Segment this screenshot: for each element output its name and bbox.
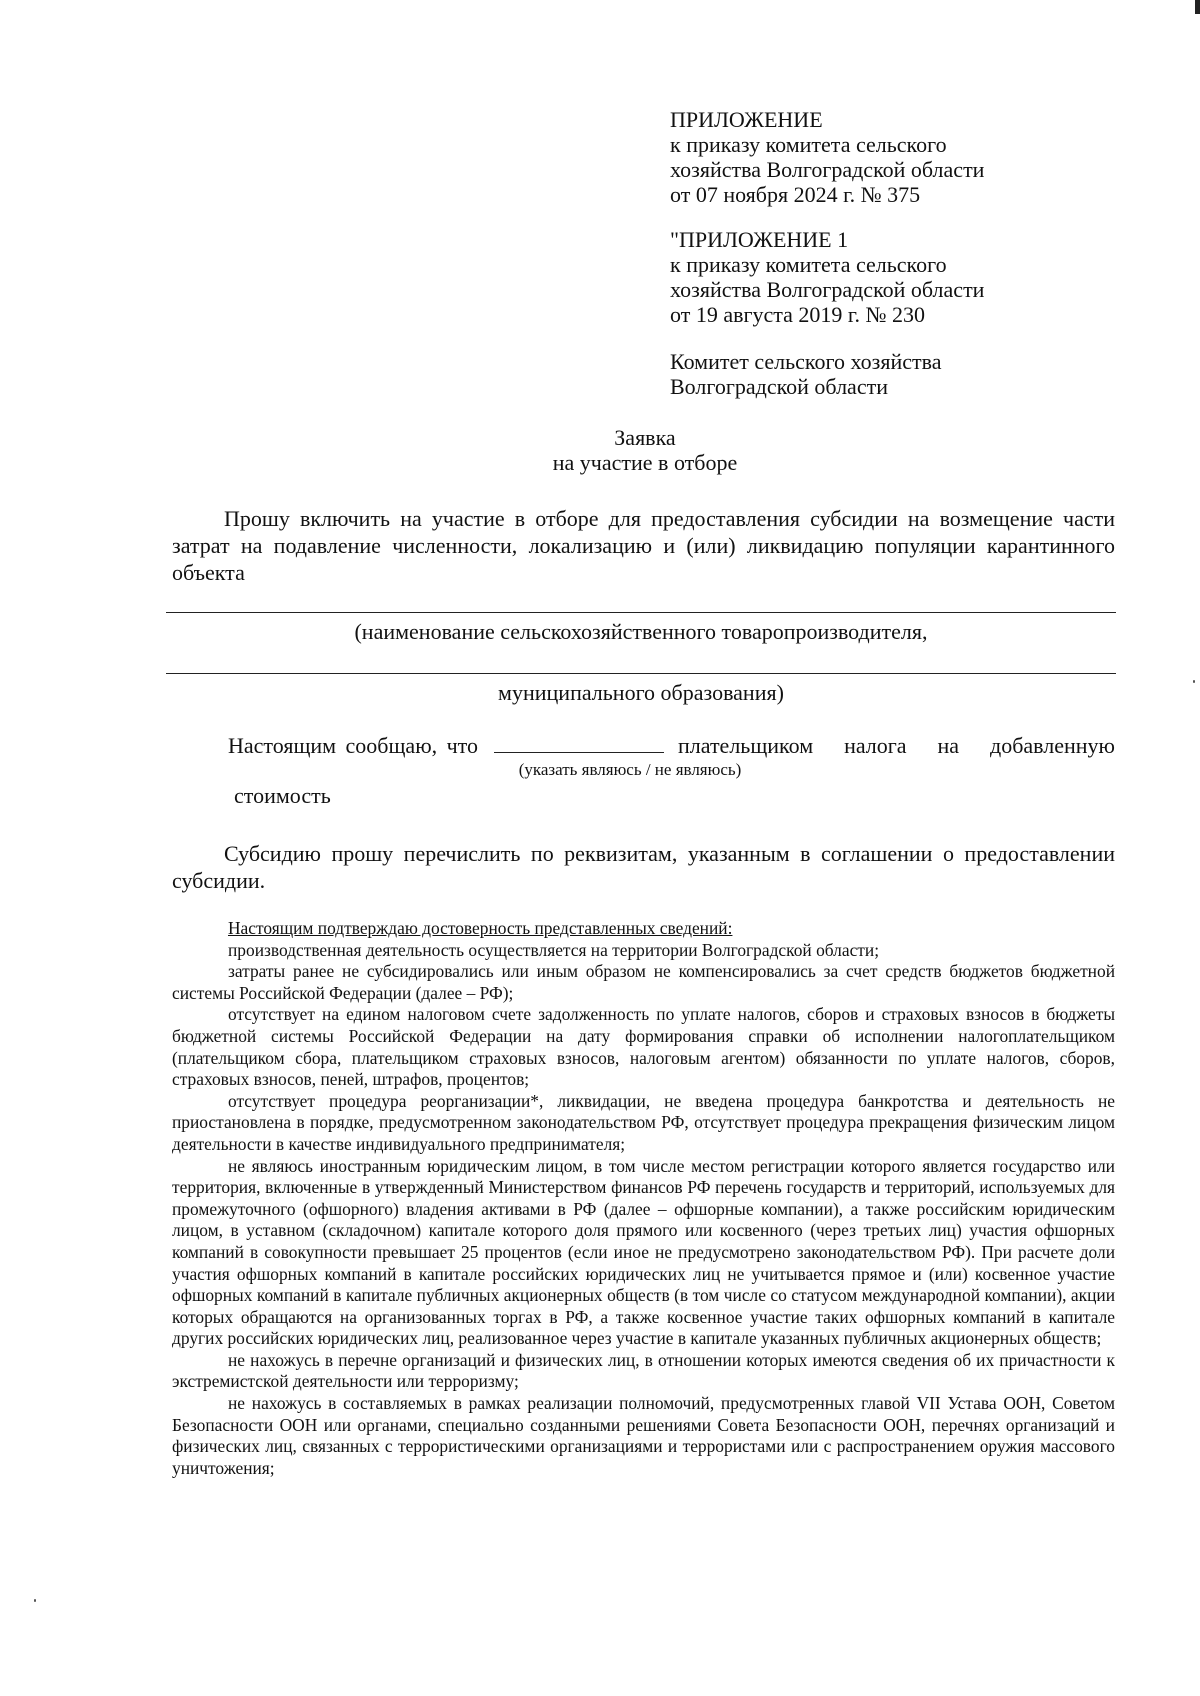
document-subtitle: на участие в отборе: [552, 450, 738, 475]
addressee-line: Комитет сельского хозяйства: [670, 349, 942, 374]
confirmation-item: не являюсь иностранным юридическим лицом, в том числе местом регистрации которого является государство или территория, включенные в утвержденный Министерством финансов РФ перечень государств и территорий, используемых для промежуточного (офшорного) владения активами в РФ (далее – офшорные компании), а также российским юридическим лицом, в уставном (складочном) капитале которого доля прямого или косвенного (через третьих лиц) участия офшорных компаний в совокупности превышает 25 процентов (если иное не предусмотрено законодательством РФ). При расчете доли участия офшорных компаний в капитале российских юридических лиц не учитывается прямое и (или) косвенное участие офшорных компаний в капитале публичных акционерных обществ (в том числе со статусом международной компании), акции которых обращаются на организованных торгах в РФ, а также косвенное участие таких офшорных компаний в капитале других российских юридических лиц, реализованное через участие в капитале указанных публичных акционерных обществ;: [172, 1155, 1115, 1349]
tax-suffix: плательщиком налога на добавленную: [678, 733, 1115, 758]
appendix1-line: хозяйства Волгоградской области: [670, 277, 985, 302]
confirmation-item: производственная деятельность осуществляется на территории Волгоградской области;: [228, 939, 880, 960]
tax-continuation: стоимость: [234, 783, 331, 808]
appendix-line: к приказу комитета сельского: [670, 132, 947, 157]
confirmations-heading: Настоящим подтверждаю достоверность представленных сведений:: [228, 918, 733, 938]
scan-speck: [34, 1599, 36, 1602]
appendix1-line: от 19 августа 2019 г. № 230: [670, 302, 925, 327]
municipality-name-line[interactable]: [166, 673, 1116, 674]
appendix1-title: "ПРИЛОЖЕНИЕ 1: [670, 227, 849, 252]
municipality-caption: муниципального образования): [498, 680, 784, 705]
addressee-line: Волгоградской области: [670, 374, 888, 399]
appendix-header: [670, 107, 984, 207]
addressee-block: [670, 349, 941, 399]
transfer-paragraph: Субсидию прошу перечислить по реквизитам, указанным в соглашении о предоставлении субсидии.: [172, 841, 1115, 893]
producer-caption: (наименование сельскохозяйственного товаропроизводителя,: [354, 619, 928, 644]
scan-edge-mark: [1195, 0, 1200, 14]
tax-status-blank-field[interactable]: [494, 734, 664, 753]
tax-status-hint: (указать являюсь / не являюсь): [518, 760, 742, 779]
confirmation-item: отсутствует на едином налоговом счете задолженность по уплате налогов, сборов и страховых взносов в бюджеты бюджетной системы Российской Федерации на дату формирования справки об исполнении налогоплательщиком (плательщиком сбора, плательщиком страховых взносов, налоговым агентом) обязанности по уплате налогов, сборов, страховых взносов, пеней, штрафов, процентов;: [172, 1004, 1115, 1090]
document-title: Заявка: [614, 425, 676, 450]
scan-speck: [1193, 680, 1195, 683]
appendix-title: ПРИЛОЖЕНИЕ: [670, 107, 823, 132]
confirmation-item: не нахожусь в перечне организаций и физических лиц, в отношении которых имеются сведения об их причастности к экстремистской деятельности или терроризму;: [172, 1349, 1115, 1392]
confirmation-item: затраты ранее не субсидировались или иным образом не компенсировались за счет средств бюджетов бюджетной системы Российской Федерации (далее – РФ);: [172, 961, 1115, 1003]
appendix-line: от 07 ноября 2024 г. № 375: [670, 182, 921, 207]
appendix1-line: к приказу комитета сельского: [670, 252, 947, 277]
tax-status-row: [228, 733, 1115, 759]
appendix1-header: [670, 227, 984, 327]
producer-name-line[interactable]: [166, 612, 1116, 613]
tax-prefix: Настоящим сообщаю, что: [228, 733, 478, 758]
confirmation-item: отсутствует процедура реорганизации*, ликвидации, не введена процедура банкротства и деятельность не приостановлена в порядке, предусмотренном законодательством РФ, отсутствует процедура прекращения физическим лицом деятельности в качестве индивидуального предпринимателя;: [172, 1090, 1115, 1154]
appendix-line: хозяйства Волгоградской области: [670, 157, 985, 182]
request-paragraph: Прошу включить на участие в отборе для предоставления субсидии на возмещение части затрат на подавление численности, локализацию и (или) ликвидацию популяции карантинного объекта: [172, 506, 1115, 585]
confirmation-item: не нахожусь в составляемых в рамках реализации полномочий, предусмотренных главой VII Устава ООН, Советом Безопасности ООН или органами, специально созданными решениями Совета Безопасности ООН, перечнях организаций и физических лиц, связанных с террористическими организациями и террористами или с распространением оружия массового уничтожения;: [172, 1393, 1115, 1478]
confirmations-section: [172, 918, 1115, 1479]
